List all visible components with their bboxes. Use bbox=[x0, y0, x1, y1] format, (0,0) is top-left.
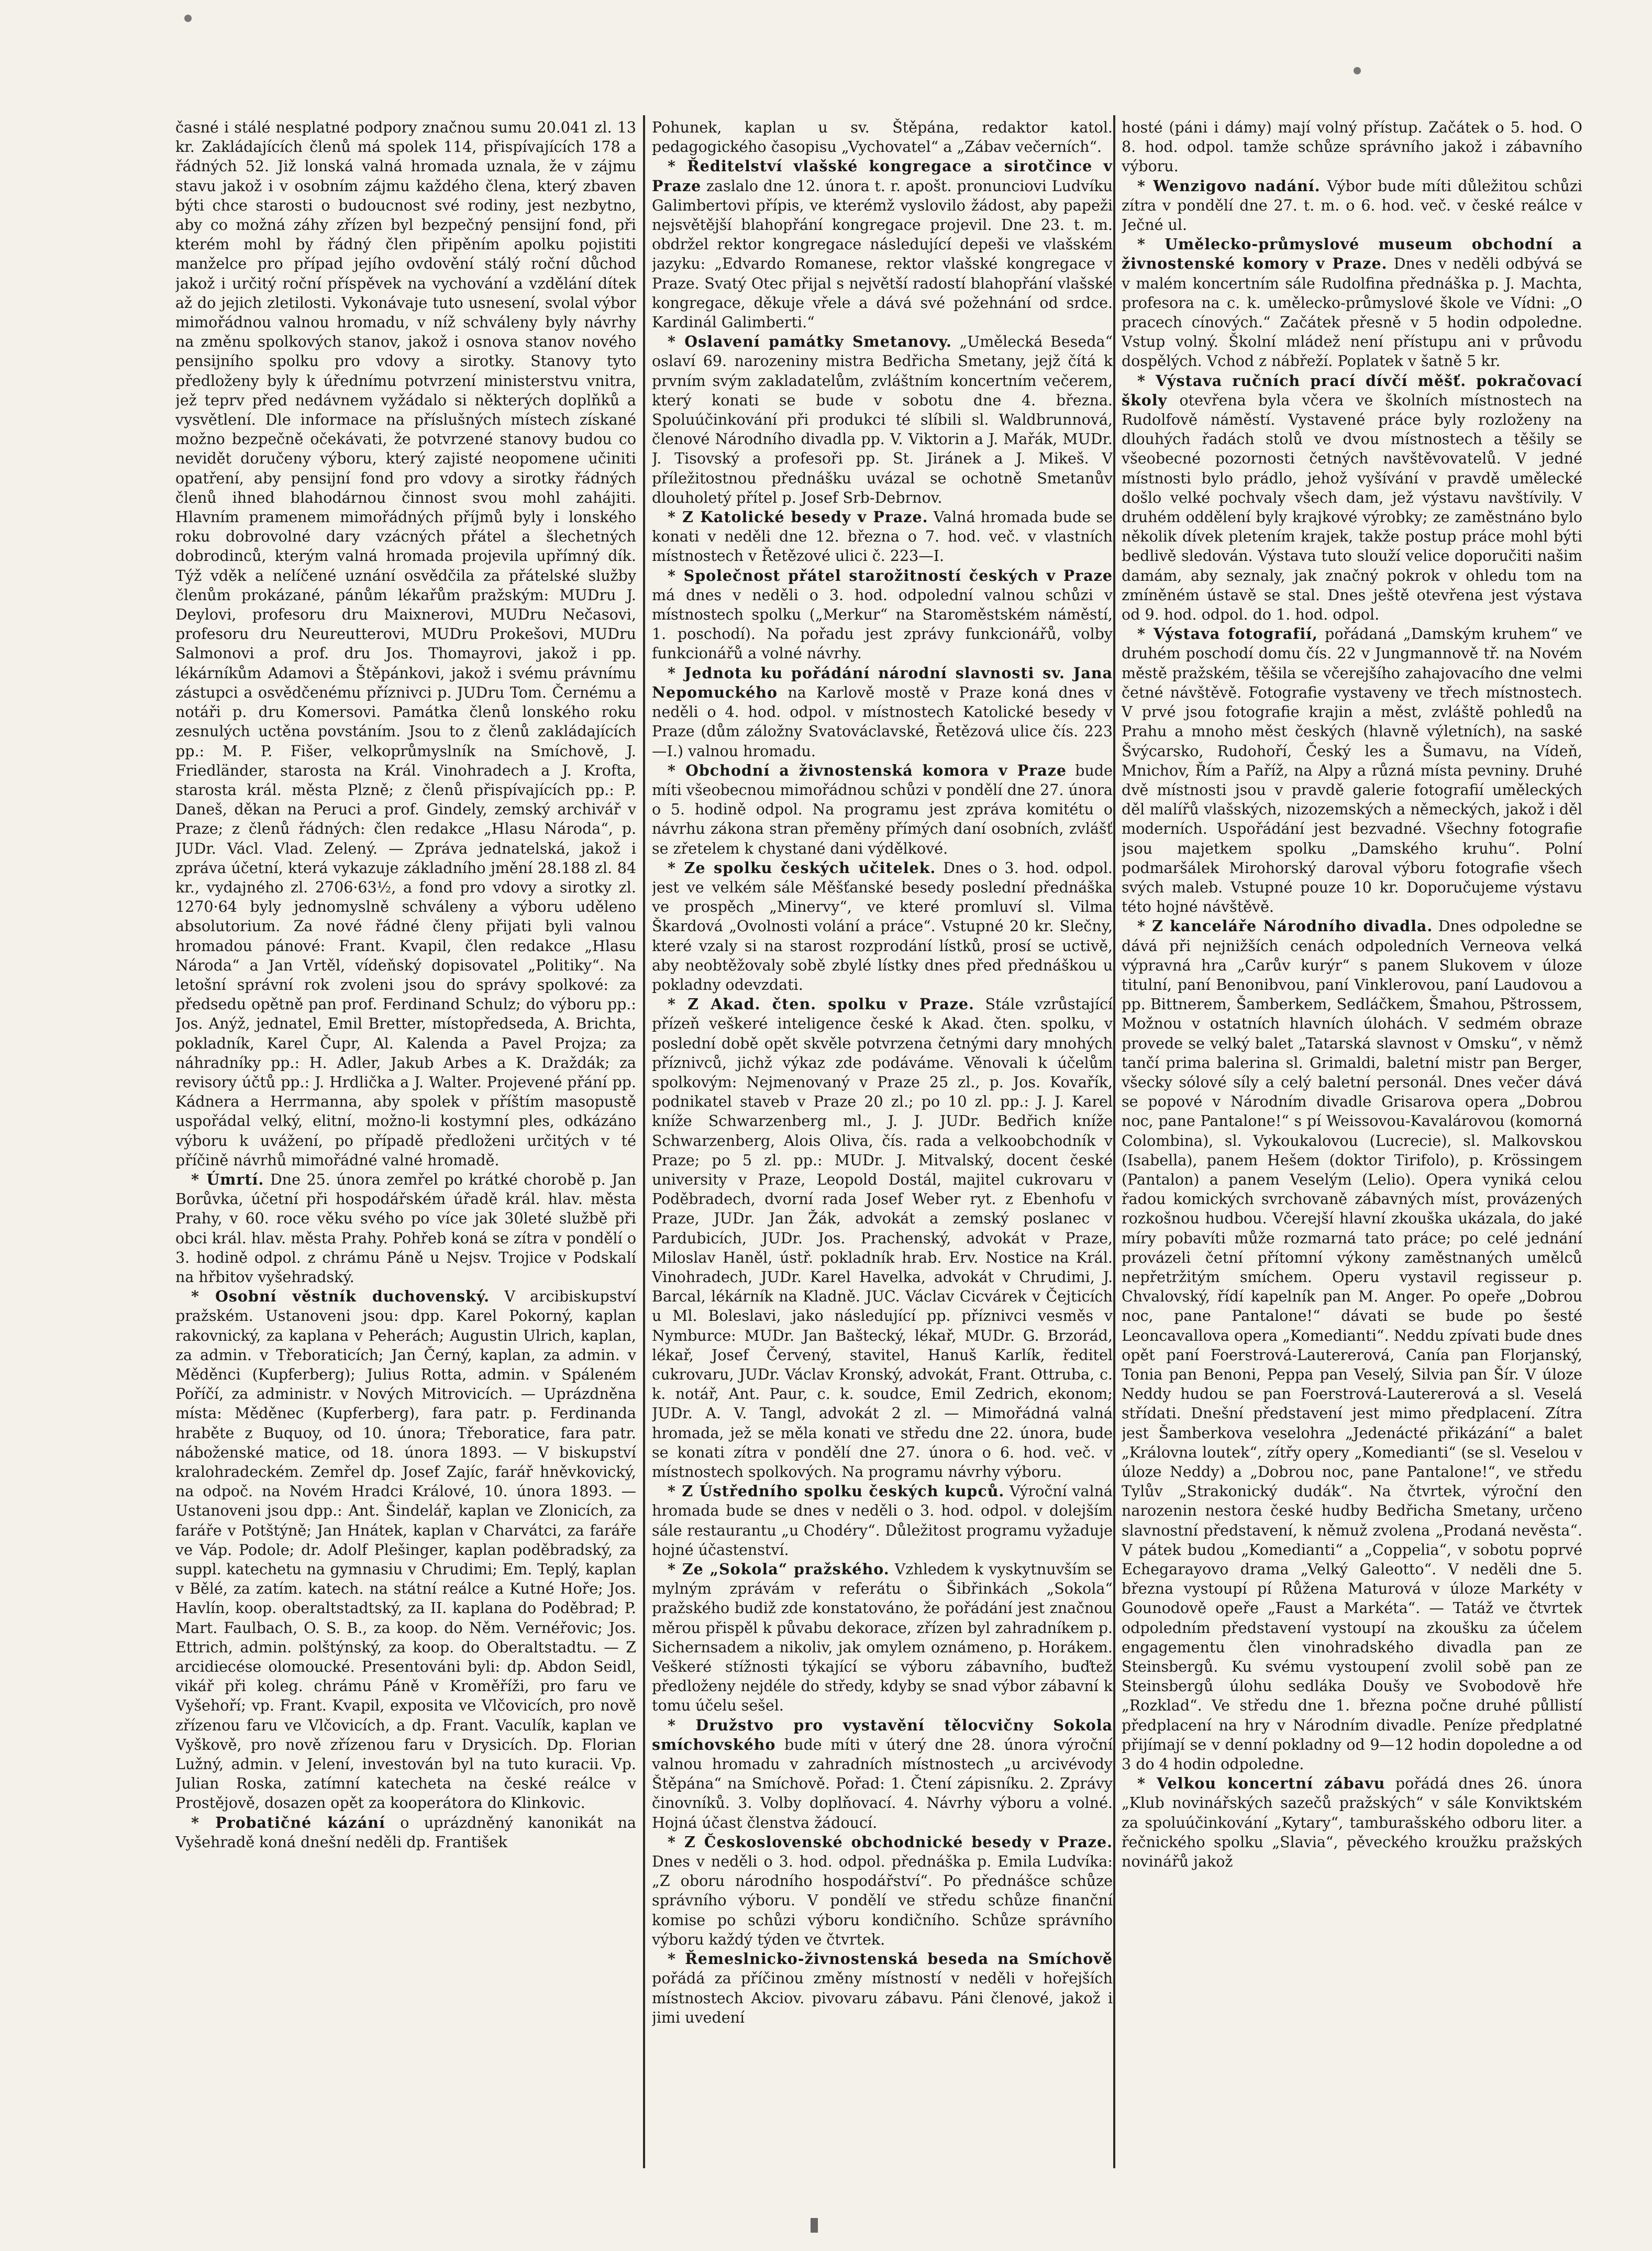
article-heading: * Řemeslnicko-živnostenská beseda na Smíchově bbox=[668, 1950, 1113, 1968]
article-heading: * Výstava fotografií, bbox=[1137, 625, 1318, 643]
article-heading: * Společnost přátel starožitností českých v Praze bbox=[668, 566, 1113, 584]
top-margin bbox=[0, 4, 1652, 104]
article-text: Dnes odpoledne se dává při nejnižších cenách odpoledních Verneova velká výpravná hra „Carův kurýr“ s panem Slukovem v úloze titulní, paní Benonibvou, paní Vinklerovou, paní Laudovou a pp. Bittnerem, Šamberkem, Sedláčkem, Šmahou, Pštrossem, Možnou v ostatních hlavních úlohách. V sedmém obraze provede se velký balet „Tatarská slavnost v Omsku“, v němž tančí prima balerina sl. Grimaldi, baletní mistr pan Berger, všecky sólové síly a celý baletní personál. Dnes večer dává se popové v Národním divadle Grisarova opera „Dobrou noc, pane Pantalone!“ s pí Weissovou-Kavalárovou (komorná Colombina), sl. Vykoukalovou (Lucrecie), sl. Malkovskou (Isabella), panem Hešem (doktor Tirifolo), p. Krössingem (Pantalon) a panem Veselým (Lelio). Opera vyniká celou řadou komických svrchovaně zábavných míst, provázených rozkošnou hudbou. Včerejší hlavní zkouška ukázala, do jaké míry pobavíti může rozmarná tato práce; po celé jednání provázeli četní přítomní výkony zaměstnaných umělců nepřetržitým smíchem. Operu vystavil regisseur p. Chvalovský, řídí kapelník pan M. Anger. Po opeře „Dobrou noc, pane Pantalone!“ dávati se bude po šesté Leoncavallova opera „Komedianti“. Neddu zpívati bude dnes opět paní Foerstrová-Lautererová, Canía pan Florjanský, Tonia pan Benoni, Peppa pan Veselý, Silvia pan Šír. V úloze Neddy hudou se pan Foerstrová-Lautererová a sl. Veselá střídati. Dnešní představení jest mimo předplacení. Zítra jest Šamberkova veselohra „Jedenácté přikázání“ a balet „Královna loutek“, zítřy opery „Komedianti“ (se sl. Veselou v úloze Neddy) a „Dobrou noc, pane Pantalone!“, ve středu Tylův „Strakonický dudák“. Na čtvrtek, výroční den narozenin nestora české hudby Bedřicha Smetany, určeno slavnostní představení, k němuž zvolena „Prodaná nevěsta“. V pátek budou „Komedianti“ a „Coppelia“, v sobotu poprvé Echegarayovo drama „Velký Galeotto“. V neděli dne 5. března vystoupí pí Růžena Maturová v úloze Markéty v Gounodově opeře „Faust a Markéta“. — Tatáž ve čtvrtek odpoledním představení vystoupí na zkoušku za účelem engagementu člen vinohradského divadla pan ze Steinsbergů. Ku svému vystoupení zvolil sobě pan ze Steinsbergů úlohu sedláka Doušy ve Svobodově hře „Rozklad“. Ve středu dne 1. března počne druhé půllistí předplacení na hry v Národním divadle. Peníze předplatné přijímají se v denní pokladny od 9—12 hodin dopoledne a od 3 do 4 hodin odpoledne. bbox=[1122, 918, 1582, 1773]
article-heading: * Z Akad. čten. spolku v Praze. bbox=[668, 995, 974, 1013]
article-text: Vzhledem k vyskytnuvším se mylným zprávám v referátu o Šibřinkách „Sokola“ pražského budiž zde konstatováno, že pořádání jest značnou měrou přispěl k půvabu dekorace, zřízen byl zahradníkem p. Sichernsadem a nikoliv, jak omylem oznámeno, p. Horákem. Veškeré stížnosti týkající se výboru zábavního, buďtež předloženy nejdéle do středy, kdyby se snad výbor zábavní k tomu účelu sešel. bbox=[652, 1561, 1113, 1715]
article-heading: * Úmrtí. bbox=[191, 1170, 264, 1188]
article-paragraph bbox=[652, 566, 1113, 664]
article-text: Výroční valná hromada bude se dnes v neděli o 3. hod. odpol. v dolejším sále restaurantu „u Chodéry“. Důležitost programu vyžaduje hojné účastenství. bbox=[652, 1483, 1113, 1559]
article-heading: * Výstava ručních prací dívčí měšť. pokračovací školy bbox=[1122, 371, 1582, 409]
article-paragraph bbox=[652, 858, 1113, 995]
article-text: časné i stálé nesplatné podpory značnou sumu 20.041 zl. 13 kr. Zakládajících členů má spolek 114, přispívajících 178 a řádných 52. Již lonská valná hromada uznala, že v zájmu stavu jakož i v osobním zájmu každého člena, který zbaven býti chce starosti o budoucnost své rodiny, jest nezbytno, aby co možná záhy zřízen byl bezpečný pensijní fond, při kterém mohl by řádný člen připěním apolku pojistiti manželce pro případ jejího ovdovění stálý roční důchod jakož i určitý roční příspěvek na vychování a vzdělání dítek až do jejich zletilosti. Vykonávaje tuto usnesení, svolal výbor mimořádnou valnou hromadu, v níž schváleny byly návrhy na změnu spolkových stanov, jakož i osnova stanov nového pensijního spolku pro vdovy a sirotky. Stanovy tyto předloženy byly k úřednímu potvrzení ministerstvu vnitra, jež teprv před nedávnem vyžádalo si některých doplňků a vysvětlení. Dle informace na příslušných místech získané možno bezpečně očekávati, že potvrzené stanovy budou co nevidět doručeny výboru, který zajisté neopomene učiniti opatření, aby pensijní fond pro vdovy a sirotky řádných členů ihned blahodárnou činnost svou mohl zahájiti. Hlavním pramenem mimořádných příjmů byly i lonského roku dobrovolné dary vzácných přátel a šlechetných dobrodinců, kterým valná hromada projevila upřímný dík. Týž vděk a nelíčené uznání osvědčila za přátelské služby členům prokázané, pánům lékařům pražským: MUDru J. Deylovi, profesoru dru Maixnerovi, MUDru Nečasovi, profesoru dru Neureutterovi, MUDru Prokešovi, MUDru Salmonovi a prof. dru Jos. Thomayrovi, jakož i pp. lékárníkům Adamovi a Štěpánkovi, jakož i svému právnímu zástupci a osvědčenému příznivci p. JUDru Tom. Černému a notáři p. dru Komersovi. Památka členů lonského roku zesnulých uctěna povstáním. Jsou to z členů zakládajících pp.: M. P. Fišer, velkoprůmyslník na Smíchově, J. Friedländer, starosta na Král. Vinohradech a J. Krofta, starosta král. města Plzně; z členů přispívajících pp.: P. Daneš, děkan na Peruci a prof. Gindely, zemský archivář v Praze; z členů řádných: člen redakce „Hlasu Národa“, p. JUDr. Václ. Vlad. Zelený. — Zpráva jednatelská, jakož i zpráva účetní, která vykazuje základního jmění 28.188 zl. 84 kr., vydajného zl. 2706·63½, a fond pro vdovy a sirotky zl. 1270·64 byly jednomyslně schváleny a výboru uděleno absolutorium. Za nové řádné členy přijati byli valnou hromadou pánové: Frant. Kvapil, člen redakce „Hlasu Národa“ a Jan Vrtěl, vídeňský dopisovatel „Politiky“. Na letošní správní rok zvoleni jsou do správy spolkové: za předsedu opětně pan prof. Ferdinand Schulz; do výboru pp.: Jos. Anýž, jednatel, Emil Bretter, místopředseda, A. Brichta, pokladník, Karel Čupr, Al. Kalenda a Pavel Projza; za náhradníky pp.: H. Adler, Jakub Arbes a K. Draždák; za revisory účtů pp.: J. Hrdlička a J. Walter. Projevené přání pp. Kádnera a Herrmanna, aby spolek v příštím masopustě uspořádal velký, elitní, možno-li kostymní ples, odkázáno výboru k uvážení, po případě předloženi určitých v té příčině návrhů mimořádné valné hromadě. bbox=[175, 119, 636, 1169]
article-heading: * Z kanceláře Národního divadla. bbox=[1137, 917, 1433, 935]
article-text: Dnes o 3. hod. odpol. jest ve velkém sále Měšťanské besedy poslední přednáška ve prospěch „Minervy“, ve které promluví sl. Vilma Škardová „Ovolnosti volání a práce“. Vstupné 20 kr. Slečny, které vzaly si na starost rozprodání lístků, prosí se uctivě, aby neobtěžovaly sobě zbylé lístky dnes před přednáškou u pokladny odevzdati. bbox=[652, 859, 1113, 994]
article-text: zaslalo dne 12. února t. r. apošt. pronunciovi Ludvíku Galimbertovi přípis, ve kterémž vyslovilo žádost, aby papeži nejsvětější blahopřání kongregace projevil. Dne 23. t. m. obdržel rektor kongregace následující depeši ve vlašském jazyku: „Edvardo Romanese, rektor vlašské kongregace v Praze. Svatý Otec přijal s největší radostí blahopřání vlašské kongregace, děkuje vřele a dává své požehnání od srdce. Kardinál Galimberti.“ bbox=[652, 177, 1113, 332]
article-heading: * Ředitelství vlašské kongregace a sirotčince v Praze bbox=[652, 157, 1113, 195]
article-text: Valná hromada bude se konati v neděli dne 12. března o 7. hod. več. v vlastních místnostech v Řetězové ulici č. 223—I. bbox=[652, 509, 1113, 565]
article-text: Dnes v neděli odbývá se v malém koncertním sále Rudolfina přednáška p. J. Machta, profesora na c. k. umělecko-průmyslové škole ve Vídni: „O pracech cínových.“ Začátek přesně v 5 hodin odpoledne. Vstup volný. Školní mládež není přístupu ani v průvodu dospělých. Vchod z nábřeží. Poplatek v šatně 5 kr. bbox=[1122, 255, 1582, 370]
article-paragraph bbox=[1122, 235, 1582, 371]
article-text: pořádaná „Damským kruhem“ ve druhém poschodí domu čís. 22 v Jungmannově tř. na Novém městě pražském, těšila se včerejšího zahajovacího dne velmi četné návštěvě. Fotografie vystaveny ve třech místnostech. V prvé jsou fotografie krajin a měst, zvláště pohledů na Prahu a mnoho měst českých (hlavně výletních), na saské Švýcarsko, Rudohoří, Český les a Šumavu, na Vídeň, Mnichov, Řím a Paříž, na Alpy a různá místa pevniny. Druhé dvě místnosti jsou v pravdě galerie fotografií uměleckých děl malířů vlašských, nizozemských a německých, jakož i děl moderních. Uspořádání jest bezvadné. Všechny fotografie jsou majetkem spolku „Damského kruhu“. Polní podmaršálek Mirohorský daroval výboru fotografie všech svých maleb. Vstupné pouze 10 kr. Doporučujeme výstavu této hojné návštěvě. bbox=[1122, 625, 1582, 916]
article-text: Dnes v neděli o 3. hod. odpol. přednáška p. Emila Ludvíka: „Z oboru národního hospodářství“. Po přednášce schůze správního výboru. V pondělí ve středu schůze finanční komise po schůzi výboru kondičního. Schůze správního výboru každý týden ve čtvrtek. bbox=[652, 1853, 1113, 1948]
article-text: pořádá dnes 26. února „Klub novinářských sazečů pražských“ v sále Konviktském za spoluúčinkování „Kytary“, tamburašského odboru liter. a řečnického spolku „Slavia“, pěveckého kroužku pražských novinářů jakož bbox=[1122, 1775, 1582, 1871]
article-paragraph bbox=[652, 1560, 1113, 1716]
article-paragraph bbox=[652, 761, 1113, 858]
article-heading: * Z Katolické besedy v Praze. bbox=[668, 508, 928, 526]
article-heading: * Ze „Sokola“ pražského. bbox=[668, 1560, 890, 1579]
column-rule bbox=[1113, 115, 1115, 2168]
article-paragraph bbox=[652, 1833, 1113, 1949]
article-heading: * Z Ústředního spolku českých kupců. bbox=[668, 1482, 1005, 1500]
article-paragraph bbox=[1122, 917, 1582, 1774]
article-heading: * Osobní věstník duchovenský. bbox=[191, 1287, 490, 1306]
article-paragraph bbox=[1122, 176, 1582, 235]
article-heading: * Wenzigovo nadání. bbox=[1137, 176, 1321, 195]
column-2 bbox=[652, 118, 1113, 2171]
article-paragraph bbox=[652, 118, 1113, 157]
article-heading: * Probatičné kázání bbox=[191, 1813, 385, 1831]
article-paragraph bbox=[1122, 1774, 1582, 1871]
article-paragraph bbox=[175, 1813, 636, 1852]
article-paragraph bbox=[652, 332, 1113, 507]
article-paragraph bbox=[1122, 118, 1582, 176]
article-text: hosté (páni i dámy) mají volný přístup. Začátek o 5. hod. O 8. hod. odpol. tamže schůze správního jakož i zábavního výboru. bbox=[1122, 119, 1582, 175]
article-paragraph bbox=[1122, 624, 1582, 917]
article-text: Dne 25. února zemřel po krátké chorobě p. Jan Borůvka, účetní při hospodářském úřadě král. hlav. města Prahy, v 60. roce věku svého po více jak 30leté službě při obci král. hlav. města Prahy. Pohřeb koná se zítra v pondělí o 3. hodině odpol. z chrámu Páně u Nejsv. Trojice v Podskalí na hřbitov vyšehradský. bbox=[175, 1171, 636, 1286]
article-text: otevřena byla včera ve školních místnostech na Rudolfově náměstí. Vystavené práce byly rozloženy na dlouhých řadách stolů ve dvou místnostech a těšily se všeobecné pozornosti četných navštěvovatelů. V jedné místnosti bylo prádlo, jehož vyšívání v pravdě umělecké došlo velké pochvaly všech dam, jež výstavu navštívily. V druhém oddělení byly krajkové výrobky; ze zaměstnáno bylo několik dívek pletením krajek, takže postup práce mohl býti bedlivě sledován. Výstava tuto slouží velice doporučiti našim damám, aby seznaly, jak značný pokrok v ohledu tom na zmíněném ústavě se stal. Dnes ještě otevřena jest výstava od 9. hod. odpol. do 1. hod. odpol. bbox=[1122, 391, 1582, 624]
article-heading: * Družstvo pro vystavění tělocvičny Sokola smíchovského bbox=[652, 1716, 1113, 1753]
article-paragraph bbox=[652, 507, 1113, 566]
article-heading: * Ze spolku českých učitelek. bbox=[668, 858, 936, 877]
article-paragraph bbox=[652, 1949, 1113, 2027]
article-text: Výbor bude míti důležitou schůzi zítra v pondělí dne 27. t. m. o 6. hod. več. v české reálce v Ječné ul. bbox=[1122, 177, 1582, 234]
article-text: pořádá za příčinou změny místností v neděli v hořejších místnostech Akciov. pivovaru zábavu. Páni členové, jakož i jimi uvedení bbox=[652, 1970, 1113, 2026]
article-text: Pohunek, kaplan u sv. Štěpána, redaktor katol. pedagogického časopisu „Vychovatel“ a „Zábav večerních“. bbox=[652, 119, 1113, 156]
article-paragraph bbox=[175, 1287, 636, 1813]
article-heading: * Jednota ku pořádání národní slavnosti sv. Jana Nepomuckého bbox=[652, 664, 1113, 701]
article-heading: * Oslavení památky Smetanovy. bbox=[668, 333, 952, 351]
article-paragraph bbox=[652, 157, 1113, 332]
article-text: o uprázdněný kanonikát na Vyšehradě koná dnešní neděli dp. František bbox=[175, 1814, 636, 1851]
ink-spot bbox=[1354, 67, 1361, 74]
article-text: na Karlově mostě v Praze koná dnes v neděli o 4. hod. odpol. v místnostech Katolické besedy v Praze (dům záložny Svatováclavské, Řetězová ulice čís. 223—I.) valnou hromadu. bbox=[652, 683, 1113, 760]
article-heading: * Z Československé obchodnické besedy v Praze. bbox=[668, 1833, 1113, 1851]
article-heading: * Velkou koncertní zábavu bbox=[1137, 1774, 1385, 1793]
article-text: V arcibiskupství pražském. Ustanoveni jsou: dpp. Karel Pokorný, kaplan rakovnický, za kaplana v Peherách; Augustin Ulrich, kaplan, za admin. v Třeboraticích; Jan Černý, kaplan, za admin. v Měděnci (Kupferberg); Julius Rotta, admin. v Spáleném Poříčí, za administr. v Nových Mitrovicích. — Uprázdněna místa: Měděnec (Kupferberg), fara patr. p. Ferdinanda hraběte z Buquoy, od 10. února; Třeboratice, fara patr. náboženské matice, od 18. února 1893. — V biskupství kralohradeckém. Zemřel dp. Josef Zajíc, farář hněvkovický, na odpoč. na Novém Hradci Králové, 10. února 1893. — Ustanoveni jsou dpp.: Ant. Šindelář, kaplan ve Zlonicích, za faráře v Potštýně; Jan Hnátek, kaplan v Charvátci, za faráře ve Váp. Podole; dr. Adolf Plešinger, kaplan poděbradský, za suppl. katechetu na gymnasiu v Chrudimi; Em. Teplý, kaplan v Bělé, za zatím. katech. na státní reálce a Kutné Hoře; Jos. Havlín, koop. oberaltstadtský, za II. kaplana do Poděbrad; P. Mart. Faulbach, O. S. B., za koop. do Něm. Vernéřovic; Jos. Ettrich, admin. polštýnský, za koop. do Oberaltstadtu. — Z arcidiecése olomoucké. Presentováni byli: dp. Abdon Seidl, vikář při koleg. chrámu Páně v Kroměříži, pro faru ve Vyšehoří; vp. Frant. Kvapil, exposita ve Vlčovicích, pro nově zřízenou faru ve Vlčovicích, a dp. Frant. Vaculík, kaplan ve Vyškově, pro nově zřízenou faru v Drysicích. Dp. Florian Lužný, admin. v Jelení, investován byl na tuto kuracii. Vp. Julian Roska, zatímní katecheta na české reálce v Prostějově, dosazen opět za kooperátora do Klinkovic. bbox=[175, 1288, 636, 1812]
article-paragraph bbox=[175, 118, 636, 1170]
article-text: Stále vzrůstající přízeň veškeré inteligence české k Akad. čten. spolku, v poslední době opět skvěle potvrzena četnými dary mnohých příznivců, jichž výkaz zde podáváme. Věnovali k účelům spolkovým: Nejmenovaný v Praze 25 zl., p. Jos. Kovařík, podnikatel staveb v Praze 20 zl.; po 10 zl. pp.: J. J. Karel kníže Schwarzenberg ml., J. J. JUDr. Bedřich kníže Schwarzenberg, Alois Oliva, čís. rada a velkoobchodník v Praze; po 5 zl. pp.: MUDr. J. Mitvalský, docent české university v Praze, Leopold Dostál, majitel cukrovaru v Poděbradech, dvorní rada Josef Weber ryt. z Ebenhofu v Praze, JUDr. Jan Žák, advokát a zemský poslanec v Pardubicích, JUDr. Jos. Prachenský, advokát v Praze, Miloslav Haněl, ústř. pokladník hrab. Erv. Nostice na Král. Vinohradech, JUDr. Karel Havelka, advokát v Chrudimi, J. Barcal, lékárník na Kladně. JUC. Václav Cicvárek v Čejticích u Ml. Boleslavi, jako následující pp. příznivci vesměs v Nymburce: MUDr. Jan Baštecký, lékař, MUDr. G. Brzorád, lékař, Josef Červený, stavitel, Hanuš Karlík, ředitel cukrovaru, JUDr. Václav Kronský, advokát, Frant. Ottruba, c. k. notář, Ant. Paur, c. k. soudce, Emil Zedrich, ekonom; JUDr. A. V. Tangl, advokát 2 zl. — Mimořádná valná hromada, jež se měla konati ve středu dne 22. února, bude se konati zítra v pondělí dne 27. února o 6. hod. več. v místnostech spolkových. Na programu návrhy výboru. bbox=[652, 996, 1113, 1481]
column-3 bbox=[1122, 118, 1582, 2171]
article-text: bude míti v úterý dne 28. února výroční valnou hromadu v zahradních místnostech „u arcivévody Štěpána“ na Smíchově. Pořad: 1. Čtení zápisníku. 2. Zprávy činovníků. 3. Volby doplňovací. 4. Návrhy výboru a volné. Hojná účast členstva žádoucí. bbox=[652, 1736, 1113, 1831]
article-paragraph bbox=[652, 664, 1113, 761]
column-rule bbox=[643, 115, 645, 2168]
article-text: „Umělecká Beseda“ oslaví 69. narozeniny mistra Bedřicha Smetany, jejž čítá k prvním svým zakladatelům, zvláštním koncertním večerem, který konati se bude v sobotu dne 4. března. Spoluúčinkování při produkci té slíbili sl. Waldbrunnová, členové Národního divadla pp. V. Viktorin a J. Mařák, MUDr. J. Tisovský a profesoři pp. St. Jiránek a J. Mikeš. V příležitostnou přednášku uvázal se ochotně Smetanův dlouholetý přítel p. Josef Srb-Debrnov. bbox=[652, 333, 1113, 506]
article-heading: * Umělecko-průmyslové museum obchodní a živnostenské komory v Praze. bbox=[1122, 235, 1582, 273]
article-text: má dnes v neděli o 3. hod. odpolední valnou schůzi v místnostech spolku („Merkur“ na Staroměstském náměstí, 1. poschodí). Na pořadu jest zprávy funkcionářů, volby funkcionářů a volné návrhy. bbox=[652, 586, 1113, 663]
article-paragraph bbox=[652, 1482, 1113, 1560]
article-paragraph bbox=[652, 1716, 1113, 1833]
page-mark bbox=[811, 2218, 818, 2233]
article-paragraph bbox=[175, 1170, 636, 1287]
ink-spot bbox=[184, 15, 192, 22]
article-paragraph bbox=[1122, 371, 1582, 625]
article-paragraph bbox=[652, 995, 1113, 1482]
column-1 bbox=[175, 118, 636, 2171]
article-heading: * Obchodní a živnostenská komora v Praze bbox=[668, 761, 1067, 779]
article-text: bude míti všeobecnou mimořádnou schůzi v pondělí dne 27. února o 5. hodině odpol. Na programu jest zpráva komitétu o návrhu zákona stran přeměny přímých daní osobních, zvlášť se zřetelem k chystané dani výdělkové. bbox=[652, 762, 1113, 857]
